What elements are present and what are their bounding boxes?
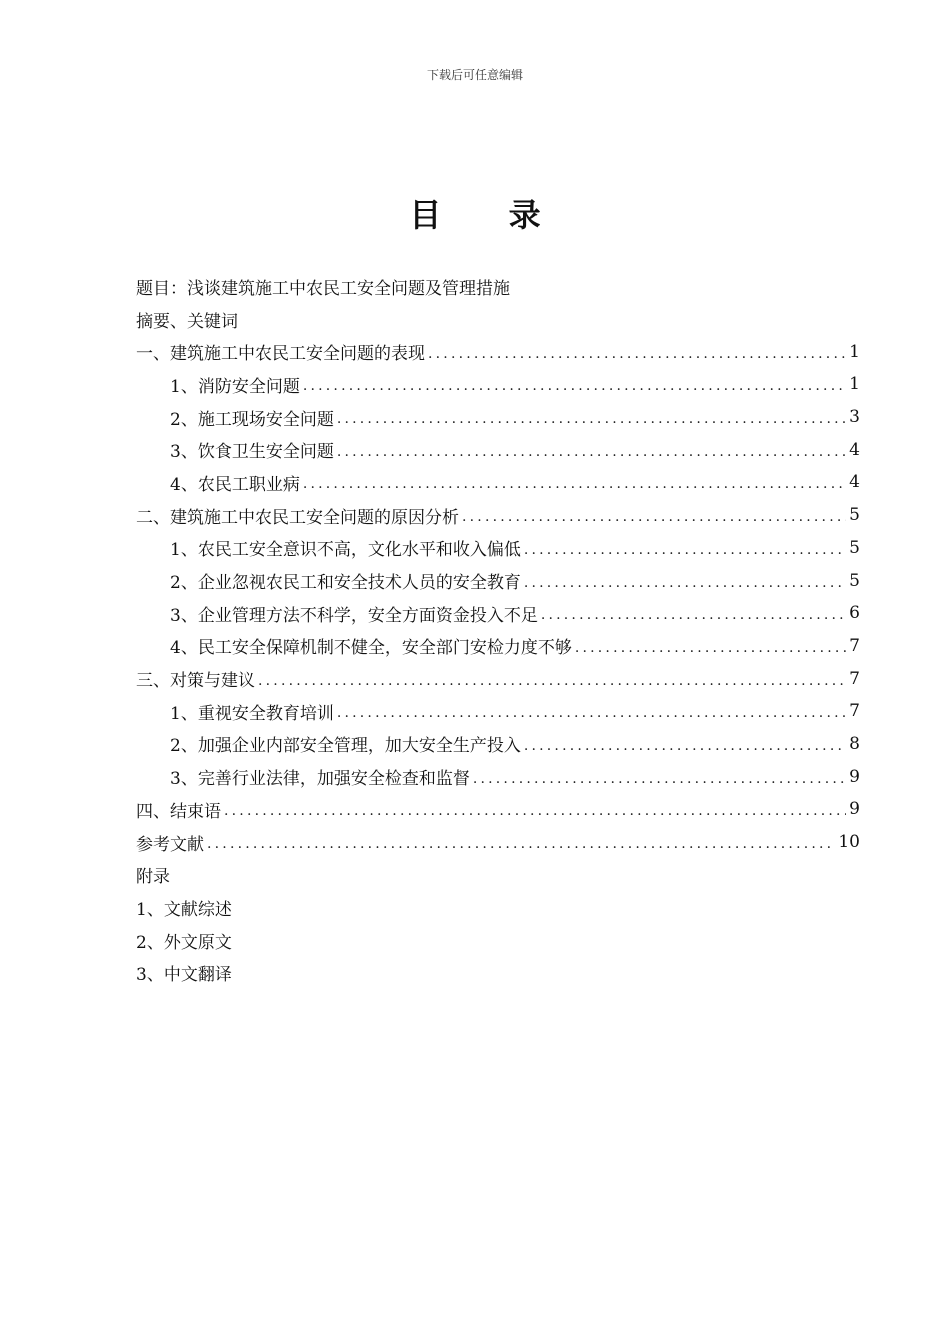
toc-entry-section-2-2[interactable] [136,564,860,597]
toc-entry-section-1[interactable] [136,335,860,368]
toc-entry-label: 3、完善行业法律，加强安全检查和监督 [170,769,470,790]
toc-entry-label: 二、建筑施工中农民工安全问题的原因分析 [136,507,459,528]
toc-entry-label: 2、加强企业内部安全管理，加大安全生产投入 [170,736,521,757]
toc-entry-page: 10 [838,832,860,853]
toc-entry-section-3-3[interactable] [136,760,860,793]
toc-entry-page: 7 [849,701,860,722]
toc-dot-leader [524,576,846,590]
toc-entry-section-1-1[interactable] [136,368,860,401]
toc-entry-label: 3、饮食卫生安全问题 [170,442,334,463]
toc-entry-page: 3 [849,407,860,428]
toc-entry-label: 1、文献综述 [136,899,232,920]
toc-entry-page: 5 [849,505,860,526]
toc-entry-label: 2、企业忽视农民工和安全技术人员的安全教育 [170,573,521,594]
toc-dot-leader [224,804,846,818]
header-note: 下载后可任意编辑 [426,68,523,82]
toc-entry-section-1-3[interactable] [136,433,860,466]
toc-entry-page: 8 [849,733,860,754]
toc-dot-leader [575,641,846,655]
toc-entry-appendix-2[interactable] [136,924,860,957]
toc-dot-leader [541,608,846,622]
toc-entry-page: 6 [849,603,860,624]
toc-entry-label: 1、消防安全问题 [170,376,300,397]
toc-entry-page: 7 [849,668,860,689]
toc-entry-page: 5 [849,537,860,558]
toc-dot-leader [462,510,846,524]
toc-entry-page: 1 [849,374,860,395]
toc-entry-label: 附录 [136,867,170,888]
toc-dot-leader [473,772,846,786]
toc-entry-appendix-3[interactable] [136,956,860,989]
toc-entry-page: 4 [849,472,860,493]
toc-entry-section-3-1[interactable] [136,695,860,728]
toc-entry-appendix[interactable] [136,858,860,891]
toc-dot-leader [337,412,846,426]
toc-entry-label: 三、对策与建议 [136,671,255,692]
toc-entry-label: 1、重视安全教育培训 [170,703,334,724]
toc-entry-section-3-2[interactable] [136,728,860,761]
toc-entry-title[interactable] [136,270,860,303]
toc-entry-label: 题目：浅谈建筑施工中农民工安全问题及管理措施 [136,278,510,299]
toc-entry-section-1-2[interactable] [136,401,860,434]
toc-dot-leader [207,837,835,851]
toc-dot-leader [337,706,846,720]
toc-entry-section-3[interactable] [136,662,860,695]
toc-entry-references[interactable] [136,826,860,859]
toc-entry-label: 3、企业管理方法不科学，安全方面资金投入不足 [170,605,538,626]
toc-entry-label: 3、中文翻译 [136,965,232,986]
toc-entry-section-2-4[interactable] [136,630,860,663]
toc-entry-page: 9 [849,766,860,787]
toc-entry-page: 9 [849,799,860,820]
toc-entry-label: 1、农民工安全意识不高，文化水平和收入偏低 [170,540,521,561]
toc-entry-label: 参考文献 [136,834,204,855]
table-of-contents [136,270,860,989]
page-title: 目 录 [409,196,569,234]
toc-dot-leader [303,477,846,491]
toc-entry-section-2-1[interactable] [136,532,860,565]
toc-entry-page: 1 [849,341,860,362]
toc-entry-appendix-1[interactable] [136,891,860,924]
toc-entry-label: 2、外文原文 [136,932,232,953]
toc-entry-page: 7 [849,635,860,656]
toc-entry-section-2[interactable] [136,499,860,532]
toc-dot-leader [258,674,846,688]
toc-entry-label: 2、施工现场安全问题 [170,409,334,430]
toc-entry-abstract[interactable] [136,303,860,336]
toc-entry-section-2-3[interactable] [136,597,860,630]
toc-dot-leader [303,379,846,393]
toc-entry-section-1-4[interactable] [136,466,860,499]
toc-dot-leader [524,739,846,753]
toc-entry-label: 一、建筑施工中农民工安全问题的表现 [136,344,425,365]
toc-entry-section-4[interactable] [136,793,860,826]
toc-dot-leader [337,445,846,459]
toc-entry-page: 4 [849,439,860,460]
toc-dot-leader [428,347,846,361]
toc-dot-leader [524,543,846,557]
toc-entry-label: 四、结束语 [136,801,221,822]
toc-entry-label: 4、农民工职业病 [170,474,300,495]
toc-entry-label: 摘要、关键词 [136,311,238,332]
toc-entry-page: 5 [849,570,860,591]
toc-entry-label: 4、民工安全保障机制不健全，安全部门安检力度不够 [170,638,572,659]
